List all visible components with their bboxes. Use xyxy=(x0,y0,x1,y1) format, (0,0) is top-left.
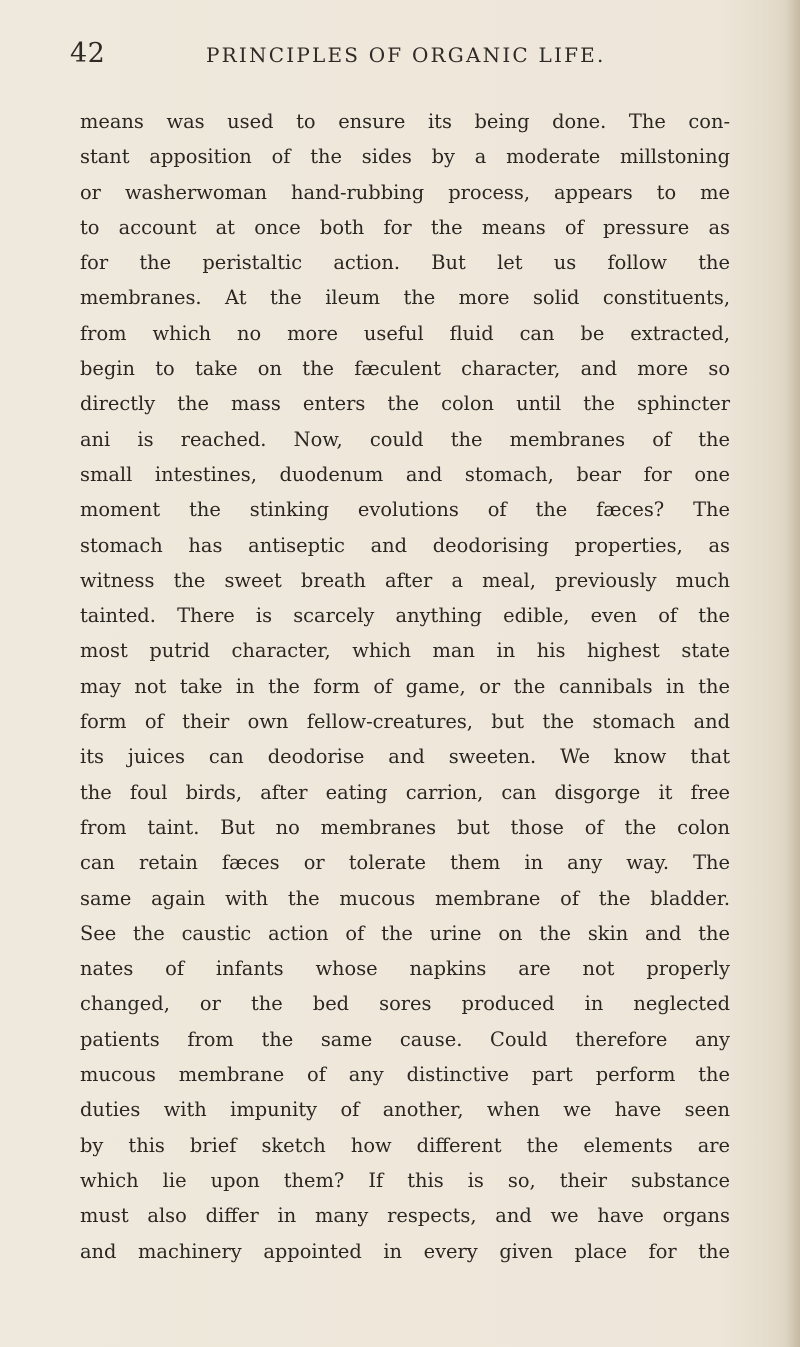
text-line: stant apposition of the sides by a moderate millstoning xyxy=(80,145,730,169)
text-line: from taint. But no membranes but those of the colon xyxy=(80,815,730,839)
text-line: may not take in the form of game, or the cannibals in the xyxy=(80,674,730,698)
text-line: begin to take on the fæculent character, and more so xyxy=(80,357,730,381)
text-line: form of their own fellow-creatures, but the stomach and xyxy=(80,710,730,734)
text-line: same again with the mucous membrane of the bladder. xyxy=(80,886,730,910)
text-line: from which no more useful fluid can be extracted, xyxy=(80,321,730,345)
text-line: or washerwoman hand-rubbing process, appears to me xyxy=(80,180,730,204)
text-line: tainted. There is scarcely anything edible, even of the xyxy=(80,604,730,628)
page-edge-shadow xyxy=(786,0,800,1347)
text-line: ani is reached. Now, could the membranes of the xyxy=(80,427,730,451)
text-line: directly the mass enters the colon until the sphincter xyxy=(80,392,730,416)
text-line: moment the stinking evolutions of the fæces? The xyxy=(80,498,730,522)
text-line: small intestines, duodenum and stomach, bear for one xyxy=(80,462,730,486)
text-line: most putrid character, which man in his highest state xyxy=(80,639,730,663)
text-line: mucous membrane of any distinctive part perform the xyxy=(80,1063,730,1087)
text-line: stomach has antiseptic and deodorising properties, as xyxy=(80,533,730,557)
text-line: nates of infants whose napkins are not properly xyxy=(80,957,730,981)
text-line: to account at once both for the means of pressure as xyxy=(80,215,730,239)
body-text xyxy=(80,104,730,1269)
page-header xyxy=(70,38,730,78)
text-line: See the caustic action of the urine on the skin and the xyxy=(80,921,730,945)
text-line: changed, or the bed sores produced in neglected xyxy=(80,992,730,1016)
text-line: the foul birds, after eating carrion, can disgorge it free xyxy=(80,780,730,804)
text-line: patients from the same cause. Could therefore any xyxy=(80,1027,730,1051)
running-head: PRINCIPLES OF ORGANIC LIFE. xyxy=(206,43,606,67)
text-line: its juices can deodorise and sweeten. We know that xyxy=(80,745,730,769)
text-line: must also differ in many respects, and we have organs xyxy=(80,1204,730,1228)
text-line: which lie upon them? If this is so, their substance xyxy=(80,1168,730,1192)
text-line: by this brief sketch how different the elements are xyxy=(80,1133,730,1157)
text-line: means was used to ensure its being done. The con- xyxy=(80,110,730,133)
text-line: witness the sweet breath after a meal, previously much xyxy=(80,568,730,592)
page-number: 42 xyxy=(70,38,106,69)
text-line: duties with impunity of another, when we have seen xyxy=(80,1098,730,1122)
text-line: and machinery appointed in every given place for the xyxy=(80,1239,730,1263)
text-line: membranes. At the ileum the more solid constituents, xyxy=(80,286,730,310)
text-line: for the peristaltic action. But let us follow the xyxy=(80,251,730,275)
text-line: can retain fæces or tolerate them in any way. The xyxy=(80,851,730,875)
